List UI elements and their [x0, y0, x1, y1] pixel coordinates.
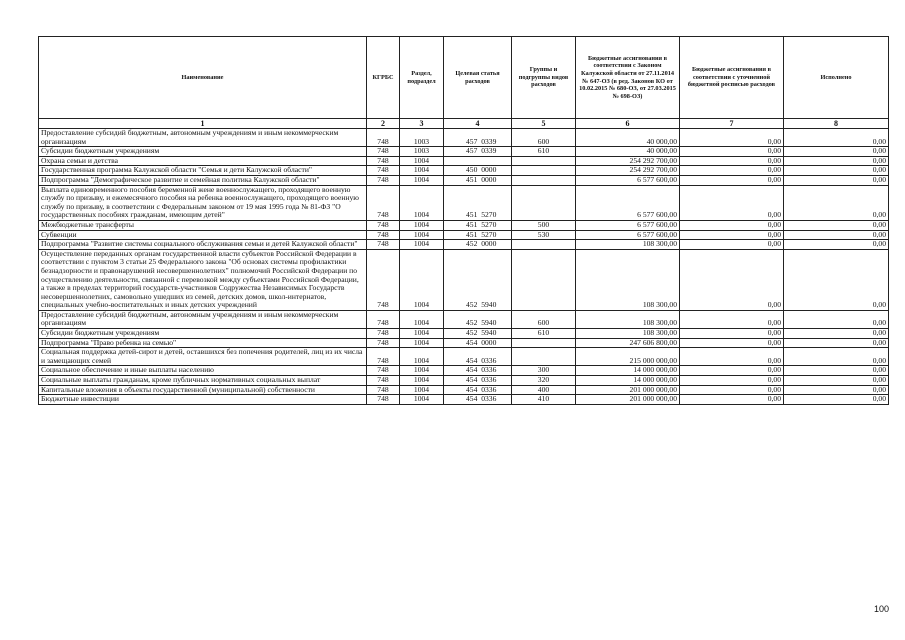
cell-name: Социальные выплаты гражданам, кроме публичных нормативных социальных выплат — [39, 376, 367, 386]
cell-group — [512, 348, 576, 366]
cell-law-amount: 108 300,00 — [576, 249, 680, 310]
cell-group — [512, 240, 576, 250]
cell-group — [512, 249, 576, 310]
cell-target: 454 0336 — [444, 376, 512, 386]
cell-target: 454 0336 — [444, 385, 512, 395]
cell-name: Предоставление субсидий бюджетным, автономным учреждениям и иным некоммерческим организациям — [39, 310, 367, 328]
cell-kgrbs: 748 — [367, 185, 400, 220]
cell-group: 600 — [512, 129, 576, 147]
cell-target: 452 5940 — [444, 310, 512, 328]
cell-law-amount: 6 577 600,00 — [576, 230, 680, 240]
cell-target: 451 5270 — [444, 230, 512, 240]
cell-target: 454 0336 — [444, 366, 512, 376]
cell-law-amount: 201 000 000,00 — [576, 385, 680, 395]
cell-law-amount: 108 300,00 — [576, 310, 680, 328]
cell-executed-amount: 0,00 — [784, 147, 889, 157]
cell-refined-amount: 0,00 — [680, 338, 784, 348]
cell-group: 600 — [512, 310, 576, 328]
cell-kgrbs: 748 — [367, 147, 400, 157]
cell-group: 320 — [512, 376, 576, 386]
cell-section: 1003 — [400, 147, 444, 157]
column-number-row — [39, 119, 889, 129]
cell-executed-amount: 0,00 — [784, 395, 889, 405]
cell-name: Социальное обеспечение и иные выплаты населению — [39, 366, 367, 376]
cell-target: 450 0000 — [444, 166, 512, 176]
cell-group: 610 — [512, 147, 576, 157]
table-row — [39, 147, 889, 157]
table-row — [39, 129, 889, 147]
cell-section: 1003 — [400, 129, 444, 147]
cell-executed-amount: 0,00 — [784, 156, 889, 166]
cell-name: Капитальные вложения в объекты государственной (муниципальной) собственности — [39, 385, 367, 395]
cell-section: 1004 — [400, 329, 444, 339]
column-number: 2 — [367, 119, 400, 129]
cell-group: 410 — [512, 395, 576, 405]
cell-kgrbs: 748 — [367, 338, 400, 348]
cell-kgrbs: 748 — [367, 376, 400, 386]
cell-group: 610 — [512, 329, 576, 339]
cell-target: 451 5270 — [444, 220, 512, 230]
cell-executed-amount: 0,00 — [784, 376, 889, 386]
cell-target: 452 5940 — [444, 329, 512, 339]
column-number: 7 — [680, 119, 784, 129]
cell-group — [512, 156, 576, 166]
header-kgrbs: КГРБС — [367, 37, 400, 119]
cell-kgrbs: 748 — [367, 230, 400, 240]
cell-kgrbs: 748 — [367, 249, 400, 310]
cell-name: Подпрограмма "Право ребенка на семью" — [39, 338, 367, 348]
header-target: Целевая статья расходов — [444, 37, 512, 119]
cell-law-amount: 254 292 700,00 — [576, 156, 680, 166]
cell-kgrbs: 748 — [367, 385, 400, 395]
cell-refined-amount: 0,00 — [680, 230, 784, 240]
header-name: Наименование — [39, 37, 367, 119]
cell-law-amount: 215 000 000,00 — [576, 348, 680, 366]
cell-refined-amount: 0,00 — [680, 348, 784, 366]
cell-section: 1004 — [400, 230, 444, 240]
cell-section: 1004 — [400, 175, 444, 185]
cell-name: Подпрограмма "Развитие системы социального обслуживания семьи и детей Калужской области" — [39, 240, 367, 250]
cell-kgrbs: 748 — [367, 310, 400, 328]
table-row — [39, 376, 889, 386]
cell-kgrbs: 748 — [367, 175, 400, 185]
budget-table — [38, 36, 889, 405]
cell-kgrbs: 748 — [367, 129, 400, 147]
cell-executed-amount: 0,00 — [784, 249, 889, 310]
table-row — [39, 249, 889, 310]
header-section: Раздел, подраздел — [400, 37, 444, 119]
cell-law-amount: 108 300,00 — [576, 240, 680, 250]
header-groups: Группы и подгруппы видов расходов — [512, 37, 576, 119]
cell-name: Субвенции — [39, 230, 367, 240]
cell-name: Выплата единовременного пособия беременной жене военнослужащего, проходящего военную службу по призыву, и ежемесячного пособия на ребенка военнослужащего, проходящего военную службу по призыву, в соответствии с Федеральным законом от 19 мая 1995 года № 81-ФЗ "О государственных пособиях гражданам, имеющим детей" — [39, 185, 367, 220]
table-row — [39, 175, 889, 185]
cell-section: 1004 — [400, 240, 444, 250]
table-row — [39, 329, 889, 339]
column-number: 3 — [400, 119, 444, 129]
cell-target: 454 0336 — [444, 395, 512, 405]
cell-law-amount: 40 000,00 — [576, 147, 680, 157]
column-number: 6 — [576, 119, 680, 129]
cell-refined-amount: 0,00 — [680, 385, 784, 395]
cell-refined-amount: 0,00 — [680, 185, 784, 220]
cell-law-amount: 108 300,00 — [576, 329, 680, 339]
cell-section: 1004 — [400, 338, 444, 348]
cell-group — [512, 175, 576, 185]
table-row — [39, 385, 889, 395]
cell-law-amount: 14 000 000,00 — [576, 366, 680, 376]
cell-name: Бюджетные инвестиции — [39, 395, 367, 405]
cell-executed-amount: 0,00 — [784, 240, 889, 250]
table-body — [39, 129, 889, 405]
cell-executed-amount: 0,00 — [784, 185, 889, 220]
cell-name: Охрана семьи и детства — [39, 156, 367, 166]
cell-kgrbs: 748 — [367, 156, 400, 166]
budget-sheet — [38, 36, 888, 405]
cell-group — [512, 185, 576, 220]
cell-target: 452 0000 — [444, 240, 512, 250]
column-number: 4 — [444, 119, 512, 129]
cell-name: Осуществление переданных органам государственной власти субъектов Российской Федерации в соответствии с пунктом 3 статьи 25 Федерального закона "Об основах системы профилактики безнадзорности и правонарушений несовершеннолетних" полномочий Российской Федерации по осуществлению деятельности, связанной с перевозкой между субъектами Российской Федерации, а также в пределах территорий государств-участников Содружества Независимых Государств несовершеннолетних, самовольно ушедших из семей, детских домов, школ-интернатов, специальных учебно-воспитательных и иных детских учреждений — [39, 249, 367, 310]
cell-refined-amount: 0,00 — [680, 376, 784, 386]
cell-section: 1004 — [400, 156, 444, 166]
table-row — [39, 348, 889, 366]
cell-refined-amount: 0,00 — [680, 395, 784, 405]
cell-section: 1004 — [400, 385, 444, 395]
cell-refined-amount: 0,00 — [680, 166, 784, 176]
cell-refined-amount: 0,00 — [680, 240, 784, 250]
column-number: 5 — [512, 119, 576, 129]
cell-group — [512, 338, 576, 348]
cell-refined-amount: 0,00 — [680, 366, 784, 376]
cell-executed-amount: 0,00 — [784, 329, 889, 339]
cell-name: Подпрограмма "Демографическое развитие и семейная политика Калужской области" — [39, 175, 367, 185]
column-number: 1 — [39, 119, 367, 129]
cell-target: 452 5940 — [444, 249, 512, 310]
cell-target: 454 0336 — [444, 348, 512, 366]
table-row — [39, 185, 889, 220]
cell-section: 1004 — [400, 220, 444, 230]
cell-kgrbs: 748 — [367, 166, 400, 176]
cell-section: 1004 — [400, 395, 444, 405]
cell-law-amount: 6 577 600,00 — [576, 185, 680, 220]
cell-group: 530 — [512, 230, 576, 240]
cell-law-amount: 14 000 000,00 — [576, 376, 680, 386]
cell-group — [512, 166, 576, 176]
cell-law-amount: 40 000,00 — [576, 129, 680, 147]
cell-kgrbs: 748 — [367, 395, 400, 405]
cell-name: Государственная программа Калужской области "Семья и дети Калужской области" — [39, 166, 367, 176]
table-row — [39, 395, 889, 405]
cell-executed-amount: 0,00 — [784, 129, 889, 147]
cell-executed-amount: 0,00 — [784, 175, 889, 185]
cell-group: 300 — [512, 366, 576, 376]
cell-name: Субсидии бюджетным учреждениям — [39, 329, 367, 339]
cell-refined-amount: 0,00 — [680, 156, 784, 166]
cell-group: 400 — [512, 385, 576, 395]
cell-refined-amount: 0,00 — [680, 220, 784, 230]
cell-executed-amount: 0,00 — [784, 166, 889, 176]
header-row — [39, 37, 889, 119]
header-law: Бюджетные ассигнования в соответствии с Законом Калужской области от 27.11.2014 № 647-ОЗ (в ред. Законов КО от 10.02.2015 № 680-ОЗ, от 27.03.2015 № 698-ОЗ) — [576, 37, 680, 119]
cell-executed-amount: 0,00 — [784, 338, 889, 348]
cell-group: 500 — [512, 220, 576, 230]
cell-target: 457 0339 — [444, 129, 512, 147]
cell-refined-amount: 0,00 — [680, 147, 784, 157]
table-row — [39, 310, 889, 328]
cell-section: 1004 — [400, 348, 444, 366]
cell-law-amount: 6 577 600,00 — [576, 220, 680, 230]
cell-refined-amount: 0,00 — [680, 249, 784, 310]
cell-executed-amount: 0,00 — [784, 385, 889, 395]
cell-law-amount: 254 292 700,00 — [576, 166, 680, 176]
cell-kgrbs: 748 — [367, 329, 400, 339]
cell-kgrbs: 748 — [367, 220, 400, 230]
cell-section: 1004 — [400, 166, 444, 176]
cell-executed-amount: 0,00 — [784, 348, 889, 366]
cell-target: 454 0000 — [444, 338, 512, 348]
cell-kgrbs: 748 — [367, 366, 400, 376]
cell-target: 457 0339 — [444, 147, 512, 157]
cell-refined-amount: 0,00 — [680, 310, 784, 328]
cell-law-amount: 201 000 000,00 — [576, 395, 680, 405]
cell-section: 1004 — [400, 249, 444, 310]
cell-name: Социальная поддержка детей-сирот и детей, оставшихся без попечения родителей, лиц из их числа и замещающих семей — [39, 348, 367, 366]
header-executed: Исполнено — [784, 37, 889, 119]
cell-section: 1004 — [400, 376, 444, 386]
cell-name: Субсидии бюджетным учреждениям — [39, 147, 367, 157]
page-number: 100 — [873, 604, 889, 614]
cell-refined-amount: 0,00 — [680, 175, 784, 185]
cell-refined-amount: 0,00 — [680, 129, 784, 147]
cell-name: Предоставление субсидий бюджетным, автономным учреждениям и иным некоммерческим организациям — [39, 129, 367, 147]
column-number: 8 — [784, 119, 889, 129]
cell-law-amount: 247 606 800,00 — [576, 338, 680, 348]
cell-section: 1004 — [400, 366, 444, 376]
cell-refined-amount: 0,00 — [680, 329, 784, 339]
table-row — [39, 220, 889, 230]
cell-target: 451 5270 — [444, 185, 512, 220]
cell-executed-amount: 0,00 — [784, 220, 889, 230]
table-row — [39, 240, 889, 250]
cell-law-amount: 6 577 600,00 — [576, 175, 680, 185]
cell-kgrbs: 748 — [367, 348, 400, 366]
cell-section: 1004 — [400, 310, 444, 328]
cell-name: Межбюджетные трансферты — [39, 220, 367, 230]
cell-target: 451 0000 — [444, 175, 512, 185]
cell-executed-amount: 0,00 — [784, 310, 889, 328]
cell-kgrbs: 748 — [367, 240, 400, 250]
cell-section: 1004 — [400, 185, 444, 220]
header-refined: Бюджетные ассигнования в соответствии с уточненной бюджетной росписью расходов — [680, 37, 784, 119]
cell-executed-amount: 0,00 — [784, 366, 889, 376]
cell-executed-amount: 0,00 — [784, 230, 889, 240]
